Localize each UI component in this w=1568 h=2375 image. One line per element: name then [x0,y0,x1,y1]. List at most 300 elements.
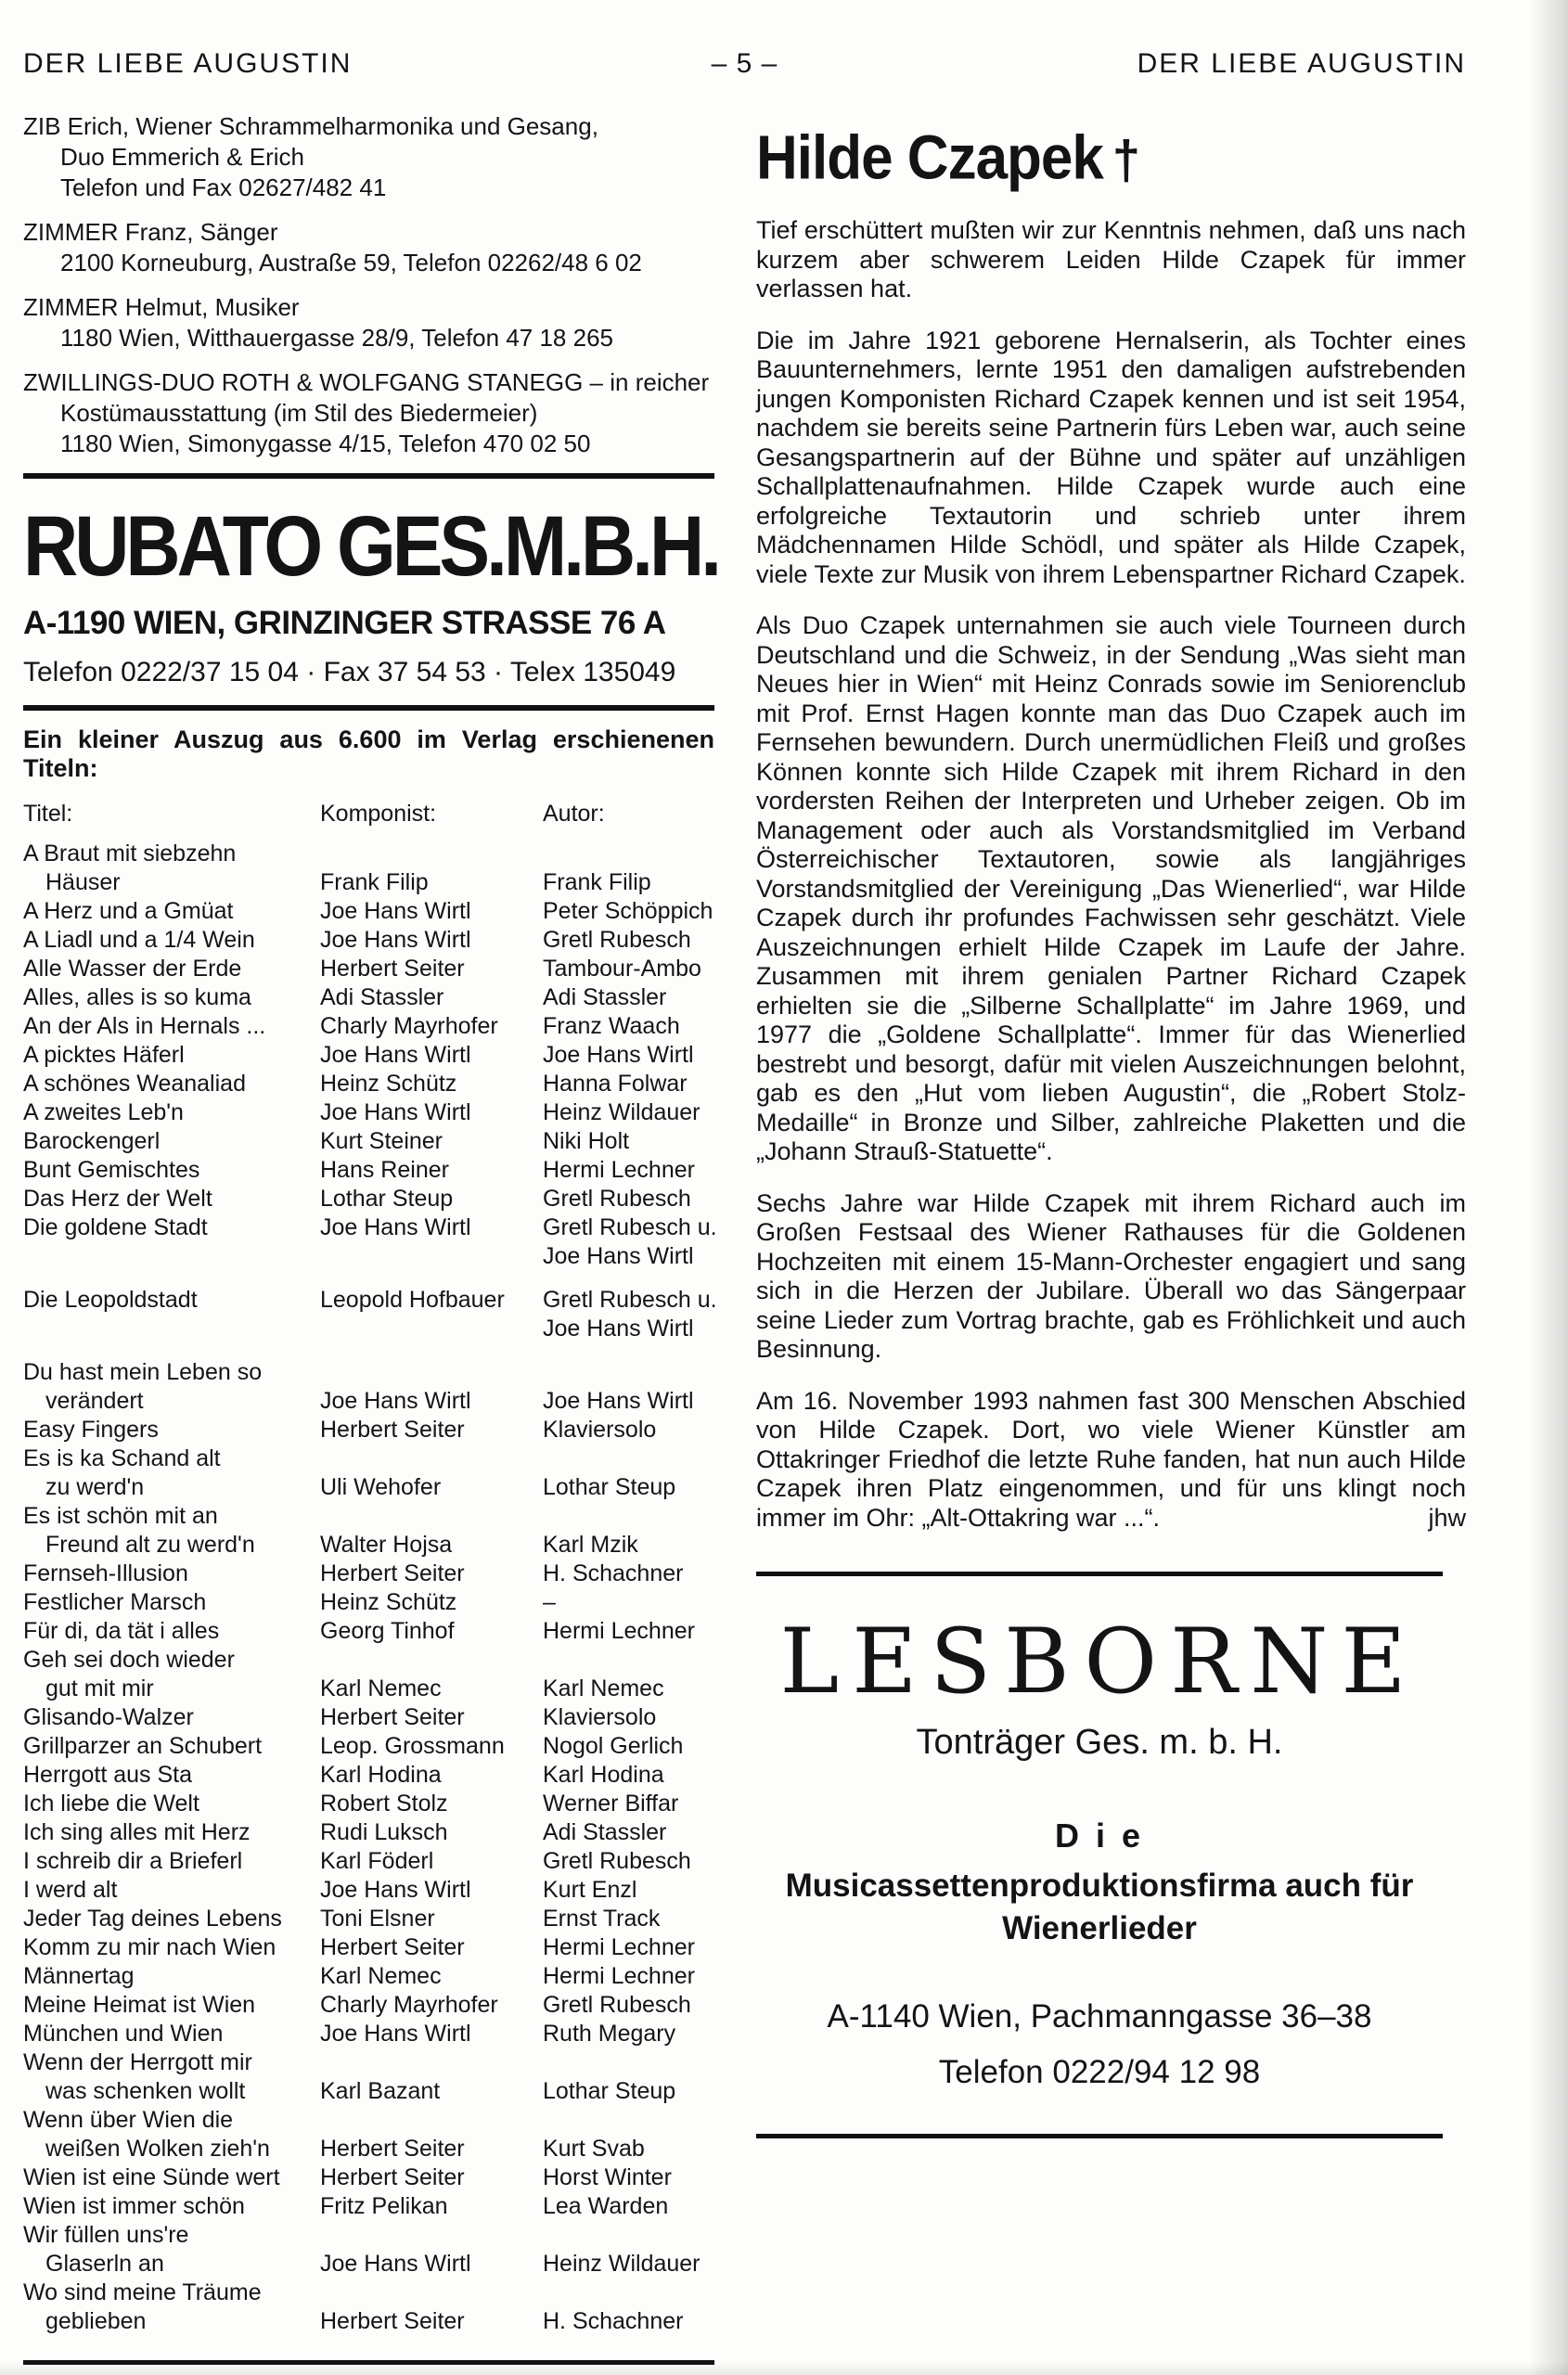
text-line: Charly Mayrhofer [320,1992,498,2018]
song-autor-cell [543,2020,714,2048]
song-autor-cell [543,2048,714,2106]
text-line: Robert Stolz [320,1791,448,1817]
text-line: geblieben [45,2308,147,2334]
song-autor-cell [543,2163,714,2192]
song-autor-cell [543,840,714,897]
text-line: Glaserln an [45,2251,164,2277]
song-titel-cell [23,1905,320,1933]
divider [23,2360,714,2365]
text-line: Freund alt zu werd'n [45,1532,255,1558]
song-komponist-cell [320,1876,543,1905]
song-titel-cell [23,1588,320,1617]
text-line [543,1502,714,1531]
text-line: A picktes Häferl [23,1042,185,1068]
song-autor-cell [543,1185,714,1213]
text-line: Frank Filip [543,869,651,895]
text-line: Joe Hans Wirtl [320,2251,471,2277]
song-row [23,1962,714,1991]
left-column [23,111,718,2365]
text-line: was schenken wollt [45,2078,246,2104]
song-titel-cell [23,955,320,983]
song-titel-cell [23,1012,320,1041]
song-autor-cell [543,1588,714,1617]
lesborne-slogan-line3: Wienerlieder [1002,1910,1197,1946]
text-line: Kurt Steiner [320,1128,443,1154]
directory-entry-line: 1180 Wien, Witthauergasse 28/9, Telefon 47 18 265 [60,324,613,352]
song-autor-cell [543,926,714,955]
song-titel-cell [23,1761,320,1790]
text-line: Kurt Svab [543,2136,645,2162]
directory-entry-line: ZIB Erich, Wiener Schrammelharmonika und Gesang, [23,112,598,140]
obituary-article [756,122,1466,1533]
song-row [23,1588,714,1617]
song-row [23,1416,714,1444]
song-autor-cell [543,1991,714,2020]
song-row [23,1617,714,1646]
text-line: Karl Mzik [543,1532,638,1558]
text-line: Ich liebe die Welt [23,1791,199,1817]
directory-entry-line: Telefon und Fax 02627/482 41 [60,173,387,201]
song-row [23,926,714,955]
header-left-title: DER LIEBE AUGUSTIN [23,48,353,79]
text-line: Nogol Gerlich [543,1733,684,1759]
text-line: Joe Hans Wirtl [543,1316,694,1342]
song-titel-cell [23,1933,320,1962]
directory-entry-line: Kostümausstattung (im Stil des Biedermeier) [60,399,538,427]
text-line: A schönes Weanaliad [23,1071,246,1097]
text-line: Es ist schön mit an [23,1503,218,1529]
text-line: Klaviersolo [543,1417,657,1443]
text-line: Grillparzer an Schubert [23,1733,263,1759]
text-line [543,2048,714,2077]
text-line: gut mit mir [45,1675,154,1701]
song-titel-cell [23,2106,320,2163]
song-titel-cell [23,1646,320,1703]
song-komponist-cell [320,983,543,1012]
song-autor-cell [543,1070,714,1098]
text-line: Frank Filip [320,869,429,895]
song-titel-cell [23,1070,320,1098]
song-autor-cell [543,1933,714,1962]
song-komponist-cell [320,1790,543,1818]
song-autor-cell [543,1213,717,1271]
song-komponist-cell [320,1761,543,1790]
text-line: Herbert Seiter [320,2308,465,2334]
song-komponist-cell [320,1098,543,1127]
text-line: Joe Hans Wirtl [320,1877,471,1903]
song-autor-cell [543,1127,714,1156]
song-komponist-cell [320,1991,543,2020]
song-komponist-cell [320,1070,543,1098]
text-line: Herbert Seiter [320,2136,465,2162]
column-header-komponist: Komponist: [320,801,437,827]
text-line [320,2279,543,2307]
text-line: Lothar Steup [320,1186,454,1212]
song-titel-cell [23,1286,320,1343]
song-komponist-cell [320,2020,543,2048]
text-line: zu werd'n [45,1474,145,1500]
text-line: Heinz Schütz [320,1589,457,1615]
text-line [320,2221,543,2250]
lesborne-company-name: LESBORNE [779,1610,1420,1714]
song-komponist-cell [320,2106,543,2163]
song-row [23,1156,714,1185]
obituary-paragraph: Als Duo Czapek unternahmen sie auch viele Tourneen durch Deutschland und die Schweiz, in der Sendung „Was sieht man Neues hier in Wien“ mit Heinz Conrads sowie im Seniorenclub mit Prof. Ernst Hagen konnte man das Duo Czapek auch im Fernsehen bewundern. Durch unermüdlichen Fleiß und großes Können konnte sich Hilde Czapek mit ihrem Richard in den vordersten Reihen der Interpreten und Urheber zeigen. Ob im Management oder auch als Vorstandsmitglied im Verband Österreichischer Textautoren, sowie als langjähriges Vorstandsmitglied der Vereinigung „Das Wienerlied“, war Hilde Czapek durch ihr profundes Fachwissen sehr geschätzt. Viele Auszeichnungen erhielt Hilde Czapek im Laufe der Jahre. Zusammen mit ihrem genialen Partner Richard Czapek erhielten sie die „Silberne Schallplatte“ im Jahre 1969, und 1977 die „Goldene Schallplatte“. Immer für das Wienerlied bestrebt und besorgt, dafür mit vielen Auszeichnungen belohnt, gab es den „Hut vom lieben Augustin“, die „Robert Stolz-Medaille“ in Bronze und Silber, zahlreiche Plaketten und die „Johann Strauß-Statuette“. [756,611,1466,1165]
text-line: Gretl Rubesch [543,927,691,953]
text-line: Karl Hodina [320,1762,442,1788]
text-line: An der Als in Hernals ... [23,1013,266,1039]
right-column [756,111,1466,2365]
text-line: Joe Hans Wirtl [320,1388,471,1414]
text-line: Jeder Tag deines Lebens [23,1906,282,1932]
text-line: Karl Nemec [543,1675,664,1701]
song-autor-cell [543,1156,714,1185]
song-row [23,1732,714,1761]
song-row [23,1127,714,1156]
song-komponist-cell [320,2048,543,2106]
song-titel-cell [23,2279,320,2336]
text-line: Heinz Schütz [320,1071,457,1097]
song-komponist-cell [320,1416,543,1444]
song-row [23,1876,714,1905]
song-komponist-cell [320,1847,543,1876]
song-row [23,1070,714,1098]
text-line: Walter Hojsa [320,1532,453,1558]
song-table-header [23,800,714,828]
text-line: Hanna Folwar [543,1071,688,1097]
song-komponist-cell [320,1818,543,1847]
text-line: Die Leopoldstadt [23,1287,198,1313]
text-line: Wien ist immer schön [23,2193,245,2219]
text-line: Lothar Steup [543,1474,676,1500]
text-line [543,2106,714,2135]
song-komponist-cell [320,1127,543,1156]
text-line: Joe Hans Wirtl [320,1214,471,1240]
song-komponist-cell [320,1905,543,1933]
song-komponist-cell [320,1703,543,1732]
song-titel-cell [23,1617,320,1646]
song-row [23,1286,717,1343]
text-line [320,1358,543,1387]
song-row [23,1185,714,1213]
song-autor-cell [543,897,714,926]
lesborne-slogan-line1: D i e [1054,1817,1145,1855]
text-line [543,2221,714,2250]
song-komponist-cell [320,926,543,955]
text-line: Peter Schöppich [543,898,713,924]
song-autor-cell [543,983,714,1012]
song-titel-cell [23,1818,320,1847]
text-line: H. Schachner [543,1560,684,1586]
text-line: Die goldene Stadt [23,1214,208,1240]
text-line: – [543,1589,556,1615]
song-titel-cell [23,1876,320,1905]
song-titel-cell [23,1041,320,1070]
song-titel-cell [23,1213,320,1271]
directory-entry-line: ZIMMER Helmut, Musiker [23,293,300,321]
song-titel-cell [23,926,320,955]
dagger-icon: † [1112,130,1139,191]
text-line: Fernseh-Illusion [23,1560,188,1586]
obituary-paragraph: Sechs Jahre war Hilde Czapek mit ihrem Richard auch im Großen Festsaal des Wiener Rathauses für die Goldenen Hochzeiten mit einem 15-Mann-Orchester engagiert und sang sich in die Herzen der Jubilare. Überall wo das Sängerpaar seine Lieder zum Vortrag brachte, gab es Fröhlichkeit und auch Besinnung. [756,1188,1466,1363]
directory-entry-line: ZIMMER Franz, Sänger [23,218,278,246]
obituary-title-text: Hilde Czapek [756,123,1103,193]
text-line: Komm zu mir nach Wien [23,1934,276,1960]
song-komponist-cell [320,1502,543,1560]
song-autor-cell [543,2221,714,2279]
song-titel-cell [23,2048,320,2106]
song-row [23,1041,714,1070]
song-titel-cell [23,1732,320,1761]
song-autor-cell [543,2192,714,2221]
song-row [23,1560,714,1588]
text-line: Für di, da tät i alles [23,1618,220,1644]
text-line: Gretl Rubesch u. [543,1214,717,1240]
divider [756,2134,1443,2138]
text-line: Karl Föderl [320,1848,434,1874]
text-line: Geh sei doch wieder [23,1647,235,1673]
text-line [320,840,543,868]
text-line: Karl Hodina [543,1762,664,1788]
text-line: Uli Wehofer [320,1474,442,1500]
song-komponist-cell [320,1156,543,1185]
song-row [23,2048,714,2106]
song-autor-cell [543,2106,714,2163]
song-row [23,1646,714,1703]
song-autor-cell [543,1560,714,1588]
song-autor-cell [543,1012,714,1041]
text-line: Karl Bazant [320,2078,441,2104]
text-line: I werd alt [23,1877,118,1903]
song-titel-cell [23,2221,320,2279]
text-line: A Braut mit siebzehn [23,841,237,867]
song-titel-cell [23,1790,320,1818]
text-line: Franz Waach [543,1013,680,1039]
song-komponist-cell [320,1933,543,1962]
text-line: Gretl Rubesch [543,1848,691,1874]
song-autor-cell [543,1646,714,1703]
song-row [23,2020,714,2048]
text-line: Joe Hans Wirtl [320,898,471,924]
song-autor-cell [543,1098,714,1127]
song-komponist-cell [320,1444,543,1502]
song-autor-cell [543,1732,714,1761]
page-number: – 5 – [711,48,778,79]
song-komponist-cell [320,1041,543,1070]
text-line: Du hast mein Leben so [23,1359,263,1385]
song-row [23,897,714,926]
song-row [23,840,714,897]
text-line: Ruth Megary [543,2021,676,2047]
text-line: A Herz und a Gmüat [23,898,234,924]
lesborne-ad [756,1610,1443,2091]
text-line: Fritz Pelikan [320,2193,448,2219]
song-autor-cell [543,1358,714,1416]
text-line [543,1358,714,1387]
text-line: Georg Tinhof [320,1618,455,1644]
text-line: Hermi Lechner [543,1157,695,1183]
song-komponist-cell [320,1286,543,1343]
text-line: Wir füllen uns're [23,2222,189,2248]
text-line: Bunt Gemischtes [23,1157,200,1183]
song-row [23,955,714,983]
song-row [23,1098,714,1127]
text-line: Das Herz der Welt [23,1186,212,1212]
text-line: Herrgott aus Sta [23,1762,193,1788]
text-line: Leopold Hofbauer [320,1287,505,1313]
song-titel-cell [23,1185,320,1213]
text-line: Herbert Seiter [320,1560,465,1586]
text-line: Alle Wasser der Erde [23,956,242,982]
text-line: Hans Reiner [320,1157,449,1183]
song-row [23,1991,714,2020]
song-titel-cell [23,840,320,897]
text-line: Festlicher Marsch [23,1589,207,1615]
song-row [23,983,714,1012]
song-autor-cell [543,1617,714,1646]
song-komponist-cell [320,1213,543,1271]
text-line: Rudi Luksch [320,1819,448,1845]
song-autor-cell [543,1041,714,1070]
directory-entry [23,292,714,353]
directory-list [23,111,714,459]
text-line: Lothar Steup [543,2078,676,2104]
header-right-title: DER LIEBE AUGUSTIN [1137,48,1466,79]
text-line [320,1646,543,1675]
song-row [23,1444,714,1502]
song-row [23,2106,714,2163]
text-line: Klaviersolo [543,1704,657,1730]
song-komponist-cell [320,2279,543,2336]
text-line: H. Schachner [543,2308,684,2334]
directory-entry-line: ZWILLINGS-DUO ROTH & WOLFGANG STANEGG – in reicher [23,368,710,396]
text-line [543,1646,714,1675]
text-line: Häuser [45,869,121,895]
text-line: Joe Hans Wirtl [320,2021,471,2047]
lesborne-subtitle: Tonträger Ges. m. b. H. [916,1723,1283,1762]
column-header-titel: Titel: [23,801,73,827]
song-autor-cell [543,1876,714,1905]
text-line: Toni Elsner [320,1906,435,1932]
text-line: Lea Warden [543,2193,669,2219]
song-autor-cell [543,1847,714,1876]
song-komponist-cell [320,2221,543,2279]
text-line: Easy Fingers [23,1417,159,1443]
song-titel-cell [23,1991,320,2020]
directory-entry [23,111,714,203]
rubato-contact: Telefon 0222/37 15 04 · Fax 37 54 53 · Telex 135049 [23,657,676,687]
text-line: A Liadl und a 1/4 Wein [23,927,255,953]
lesborne-slogan-line2: Musicassettenproduktionsfirma auch für [785,1868,1414,1904]
text-line: Wien ist eine Sünde wert [23,2164,280,2190]
text-line: Werner Biffar [543,1791,679,1817]
obituary-signature: jhw [1428,1503,1466,1532]
text-line: Barockengerl [23,1128,161,1154]
song-row [23,2279,714,2336]
text-line: Gretl Rubesch u. [543,1287,717,1313]
text-line: Herbert Seiter [320,2164,465,2190]
text-line [320,1444,543,1473]
song-row [23,1818,714,1847]
song-titel-cell [23,1847,320,1876]
text-line: A zweites Leb'n [23,1099,184,1125]
song-row [23,1213,717,1271]
song-komponist-cell [320,897,543,926]
obituary-paragraph: Tief erschüttert mußten wir zur Kenntnis nehmen, daß uns nach kurzem aber schwerem Leiden Hilde Czapek für immer verlassen hat. [756,216,1466,302]
page-header [23,48,1466,80]
song-titel-cell [23,2192,320,2221]
text-line [320,1502,543,1531]
text-line: Karl Nemec [320,1675,442,1701]
obituary-paragraph: Die im Jahre 1921 geborene Hernalserin, als Tochter eines Bauunternehmers, lernte 1951 den damaligen aufstrebenden jungen Komponisten Richard Czapek kennen und ist seit 1954, nachdem sie bereits seine Partnerin fürs Leben war, auch seine Gesangspartnerin auf der Bühne und später auf unzähligen Schallplattenaufnahmen. Hilde Czapek wurde auch eine erfolgreiche Textautorin und schrieb unter ihrem Mädchennamen Hilde Schödl, und später als Hilde Czapek, viele Texte zur Musik von ihrem Lebenspartner Richard Czapek. [756,326,1466,588]
text-line: Glisando-Walzer [23,1704,194,1730]
text-line: Heinz Wildauer [543,1099,700,1125]
song-row [23,2192,714,2221]
text-line: Hermi Lechner [543,1934,695,1960]
divider [756,1572,1443,1576]
song-table [23,800,717,2336]
text-line: I schreib dir a Brieferl [23,1848,243,1874]
song-row [23,1012,714,1041]
text-line: Herbert Seiter [320,1704,465,1730]
song-komponist-cell [320,840,543,897]
rubato-company-name: RUBATO GES.M.B.H. [23,499,718,594]
song-autor-cell [543,1761,714,1790]
text-line: Hermi Lechner [543,1618,695,1644]
song-table-intro: Ein kleiner Auszug aus 6.600 im Verlag erschienenen Titeln: [23,725,714,782]
text-line: Joe Hans Wirtl [543,1388,694,1414]
text-line: Ich sing alles mit Herz [23,1819,251,1845]
song-titel-cell [23,2163,320,2192]
song-autor-cell [543,1790,714,1818]
song-row [23,1703,714,1732]
song-autor-cell [543,2279,714,2336]
song-komponist-cell [320,2163,543,2192]
text-line: Wenn der Herrgott mir [23,2049,252,2075]
text-line: Joe Hans Wirtl [320,1042,471,1068]
text-line: Meine Heimat ist Wien [23,1992,256,2018]
song-komponist-cell [320,1617,543,1646]
song-autor-cell [543,955,714,983]
song-titel-cell [23,1098,320,1127]
text-line [543,2279,714,2307]
obituary-body [756,216,1466,1533]
text-line: Herbert Seiter [320,1417,465,1443]
song-komponist-cell [320,1588,543,1617]
text-line: Kurt Enzl [543,1877,637,1903]
text-line: Joe Hans Wirtl [543,1042,694,1068]
divider [23,473,714,479]
song-autor-cell [543,1962,714,1991]
text-line: Hermi Lechner [543,1963,695,1989]
text-line: Joe Hans Wirtl [320,927,471,953]
song-komponist-cell [320,1646,543,1703]
song-autor-cell [543,1416,714,1444]
rubato-ad [23,499,718,688]
song-titel-cell [23,1127,320,1156]
song-titel-cell [23,1358,320,1416]
song-komponist-cell [320,2192,543,2221]
song-row [23,1790,714,1818]
text-line: Adi Stassler [320,984,444,1010]
song-row [23,2221,714,2279]
song-row [23,2163,714,2192]
text-line: Alles, alles is so kuma [23,984,251,1010]
obituary-title [756,122,1466,194]
song-komponist-cell [320,1358,543,1416]
song-row [23,1761,714,1790]
song-komponist-cell [320,955,543,983]
